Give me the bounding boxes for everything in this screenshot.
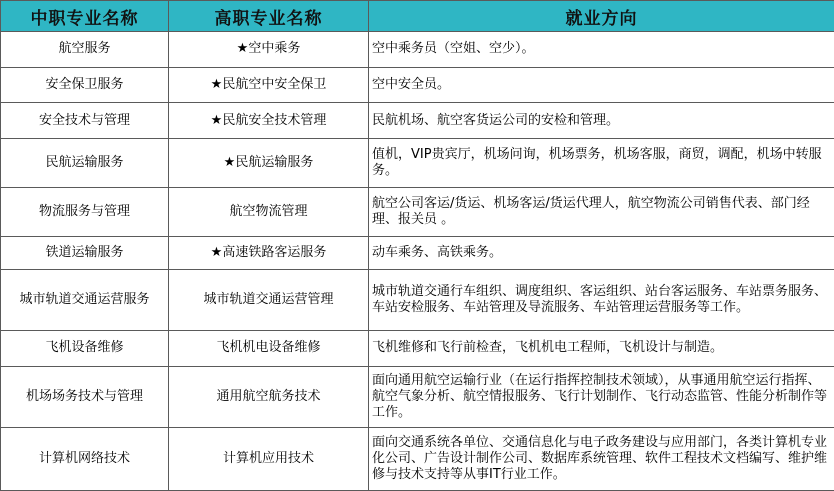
secondary-major-cell: 航空服务	[1, 32, 169, 68]
career-cell: 值机，VIP贵宾厅，机场问询，机场票务，机场客服，商贸，调配，机场中转服务。	[369, 138, 834, 187]
header-career-direction: 就业方向	[369, 1, 834, 32]
higher-major-cell: ★民航空中安全保卫	[169, 67, 369, 103]
career-cell: 民航机场、航空客货运公司的安检和管理。	[369, 103, 834, 139]
higher-major-cell: 通用航空航务技术	[169, 366, 369, 427]
table-row	[1, 427, 834, 490]
higher-major-cell: 城市轨道交通运营管理	[169, 270, 369, 331]
secondary-major-cell: 计算机网络技术	[1, 427, 169, 490]
career-cell: 航空公司客运/货运、机场客运/货运代理人，航空物流公司销售代表、部门经理、报关员 。	[369, 187, 834, 236]
career-cell: 空中乘务员（空姐、空少）。	[369, 32, 834, 68]
secondary-major-cell: 物流服务与管理	[1, 187, 169, 236]
career-cell: 动车乘务、高铁乘务。	[369, 236, 834, 270]
higher-major-cell: 飞机机电设备维修	[169, 331, 369, 367]
table-row	[1, 236, 834, 270]
header-secondary-major: 中职专业名称	[1, 1, 169, 32]
table-row	[1, 138, 834, 187]
secondary-major-cell: 飞机设备维修	[1, 331, 169, 367]
secondary-major-cell: 民航运输服务	[1, 138, 169, 187]
secondary-major-cell: 铁道运输服务	[1, 236, 169, 270]
higher-major-cell: ★民航运输服务	[169, 138, 369, 187]
higher-major-cell: ★空中乘务	[169, 32, 369, 68]
table-row	[1, 331, 834, 367]
table-row	[1, 187, 834, 236]
table-row	[1, 103, 834, 139]
secondary-major-cell: 城市轨道交通运营服务	[1, 270, 169, 331]
header-higher-major: 高职专业名称	[169, 1, 369, 32]
secondary-major-cell: 机场场务技术与管理	[1, 366, 169, 427]
career-cell: 空中安全员。	[369, 67, 834, 103]
secondary-major-cell: 安全保卫服务	[1, 67, 169, 103]
table-row	[1, 270, 834, 331]
higher-major-cell: ★民航安全技术管理	[169, 103, 369, 139]
higher-major-cell: 航空物流管理	[169, 187, 369, 236]
header-row	[1, 1, 834, 32]
career-cell: 城市轨道交通行车组织、调度组织、客运组织、站台客运服务、车站票务服务、车站安检服务、车站管理及导流服务、车站管理运营服务等工作。	[369, 270, 834, 331]
career-cell: 面向通用航空运输行业（在运行指挥控制技术领域），从事通用航空运行指挥、航空气象分析、航空情报服务、飞行计划制作、飞行动态监管、性能分析制作等工作。	[369, 366, 834, 427]
higher-major-cell: ★高速铁路客运服务	[169, 236, 369, 270]
table-row	[1, 67, 834, 103]
table-row	[1, 366, 834, 427]
secondary-major-cell: 安全技术与管理	[1, 103, 169, 139]
career-cell: 飞机维修和飞行前检查，飞机机电工程师，飞机设计与制造。	[369, 331, 834, 367]
table-row	[1, 32, 834, 68]
higher-major-cell: 计算机应用技术	[169, 427, 369, 490]
career-cell: 面向交通系统各单位、交通信息化与电子政务建设与应用部门，各类计算机专业化公司、广告设计制作公司、数据库系统管理、软件工程技术文档编写、维护维修与技术支持等从事IT行业工作。	[369, 427, 834, 490]
